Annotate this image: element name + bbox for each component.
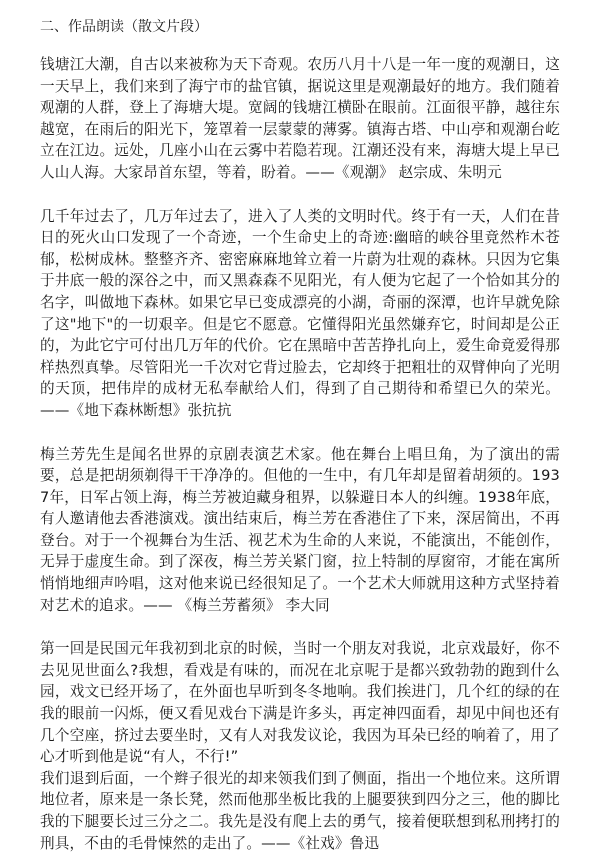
section-title: 二、作品朗读（散文片段） bbox=[40, 19, 208, 35]
passage-text: 第一回是民国元年我初到北京的时候，当时一个朋友对我说，北京戏最好，你不去见见世面么?我想，看戏是有味的，而况在北京呢于是都兴致勃勃的跑到什么园，戏文已经开场了，在外面也早听到冬冬地响。我们挨进门，几个红的绿的在我的眼前一闪烁，便又看见戏台下满是许多头，再定神四面看，却见中间也还有几个空座，挤过去要坐时，又有人对我发议论，我因为耳朵已经的响着了，用了心才听到他是说“有人，不行!” bbox=[40, 640, 560, 766]
passage-dixia-senlin bbox=[40, 206, 560, 422]
passage-text: 梅兰芳先生是闻名世界的京剧表演艺术家。他在舞台上唱旦角，为了演出的需要，总是把胡须剃得干干净净的。但他的一生中，有几年却是留着胡须的。1937年，日军占领上海，梅兰芳被迫藏身租界，以躲避日本人的纠缠。1938年底，有人邀请他去香港演戏。演出结束后，梅兰芳在香港住了下来，深居简出，不再登台。对于一个视舞台为生活、视艺术为生命的人来说，不能演出，不能创作，无异于虚度生命。到了深夜，梅兰芳关紧门窗，拉上特制的厚窗帘，才能在寓所悄悄地细声吟唱，这对他来说已经很知足了。一个艺术大师就用这种方式坚持着对艺术的追求。—— 《梅兰芳蓄须》 李大同 bbox=[40, 445, 560, 614]
passage-text-continued: 我们退到后面，一个辫子很光的却来领我们到了侧面，指出一个地位来。这所谓地位者，原来是一条长凳，然而他那坐板比我的上腿要狭到四分之三，他的脚比我的下腿要长过三分之二。我先是没有爬上去的勇气，接着便联想到私刑拷打的刑具，不由的毛骨悚然的走出了。——《社戏》鲁迅 bbox=[40, 769, 560, 852]
passage-text: 几千年过去了，几万年过去了，进入了人类的文明时代。终于有一天，人们在昔日的死火山口发现了一个奇迹，一个生命史上的奇迹:幽暗的峡谷里竟然柞木苍郁，松树成林。整整齐齐、密密麻麻地耸立着一片蔚为壮观的森林。只因为它集于井底一般的深谷之中，而又黑森森不见阳光，有人便为它起了一个恰如其分的名字，叫做地下森林。如果它早已变成漂亮的小湖，奇丽的深潭，也许早就免除了这"地下"的一切艰辛。但是它不愿意。它懂得阳光虽然嫌弃它，时间却是公正的，为此它宁可付出几万年的代价。它在黑暗中苦苦挣扎向上，爱生命竟爱得那样热烈真挚。尽管阳光一千次对它背过脸去，它却终于把粗壮的双臂伸向了光明的天顶，把伟岸的成材无私奉献给人们，得到了自己期待和希望已久的荣光。——《地下森林断想》张抗抗 bbox=[40, 207, 560, 419]
passage-guanchao bbox=[40, 54, 560, 184]
passage-shexi bbox=[40, 638, 560, 854]
passage-meilanfang bbox=[40, 444, 560, 617]
passage-text: 钱塘江大潮，自古以来被称为天下奇观。农历八月十八是一年一度的观潮日，这一天早上，我们来到了海宁市的盐官镇，据说这里是观潮最好的地方。我们随着观潮的人群，登上了海塘大堤。宽阔的钱塘江横卧在眼前。江面很平静，越往东越宽，在雨后的阳光下，笼罩着一层蒙蒙的薄雾。镇海古塔、中山亭和观潮台屹立在江边。远处，几座小山在云雾中若隐若现。江潮还没有来，海塘大堤上早已人山人海。大家昂首东望，等着，盼着。——《观潮》 赵宗成、朱明元 bbox=[40, 56, 560, 181]
